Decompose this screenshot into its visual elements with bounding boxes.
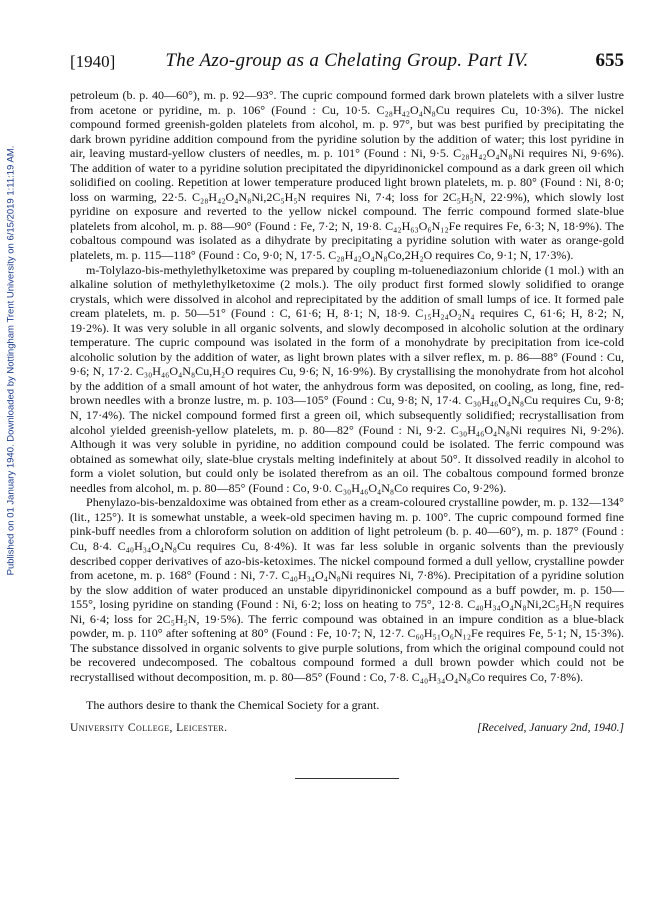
page-number: 655 <box>595 50 624 71</box>
download-watermark <box>0 80 22 640</box>
paragraph-phenylazo: Phenylazo-bis-benzaldoxime was obtained from ether as a cream-coloured crystalline powder, m. p. 132—134° (lit., 125°). It is somewhat unstable, a week-old specimen having m. p. 100°. The cupric compound formed fine pink-buff needles from a chloroform solution on addition of light petroleum (b. p. 40—60°), m. p. 187° (Found : Cu, 8·4. C₄₀H₃₄O₄N₈Cu requires Cu, 8·4%). It was far less soluble in organic solvents than the previously described copper derivatives of azo-bis-ketoximes. The nickel compound formed a dull yellow, crystalline powder from acetone, m. p. 168° (Found : Ni, 7·7. C₄₀H₃₄O₄N₈Ni requires Ni, 7·8%). Precipitation of a pyridine solution by the slow addition of water produced an unstable dipyridinonickel compound as a buff powder, m. p. 150—155°, losing pyridine on standing (Found : Ni, 6·2; loss on heating to 75°, 12·8. C₄₀H₃₄O₄N₈Ni,2C₅H₅N requires Ni, 6·4; loss for 2C₅H₅N, 19·5%). The ferric compound was obtained in an impure condition as a blue-black powder, m. p. 110° after softening at 80° (Found : Fe, 10·7; N, 12·7. C₆₀H₅₁O₆N₁₂Fe requires Fe, 5·1; N, 15·3%). The substance dissolved in organic solvents to give purple solutions, from which the original compound could not be recovered undecomposed. The cobaltous compound formed a dull brown powder which could not be recrystallised without decomposition, m. p. 80—85° (Found : Co, 7·8. C₄₀H₃₄O₄N₈Co requires Co, 7·8%). <box>70 495 624 684</box>
article-body <box>70 88 624 684</box>
received-date: [Received, January 2nd, 1940.] <box>477 720 624 734</box>
end-rule <box>295 778 399 779</box>
institution: University College, Leicester. <box>70 720 228 734</box>
paragraph-tolylazo: m-Tolylazo-bis-methylethylketoxime was prepared by coupling m-toluenediazonium chloride (1 mol.) with an alkaline solution of methylethylketoxime (2 mols.). The oily product first formed slowly solidified to orange crystals, which were dissolved in alcohol and reprecipitated by the addition of small lumps of ice. It formed pale cream platelets, m. p. 50—51° (Found : C, 61·6; H, 8·1; N, 18·9. C₁₅H₂₄O₂N₄ requires C, 61·6; H, 8·2; N, 19·2%). It was very soluble in all organic solvents, and slowly decomposed in alcoholic solution at the ordinary temperature. The cupric compound was isolated in the form of a monohydrate by precipitation from ice-cold alcoholic solution by the addition of water, as light brown plates with a silver reflex, m. p. 86—88° (Found : Cu, 9·6; N, 17·2. C₃₀H₄₆O₄N₈Cu,H₂O requires Cu, 9·6; N, 16·9%). By crystallising the monohydrate from hot alcohol by the addition of a small amount of hot water, the anhydrous form was deposited, on cooling, as long, fine, red-brown needles with a bronze lustre, m. p. 103—105° (Found : Cu, 9·8; N, 17·4. C₃₀H₄₆O₄N₈Cu requires Cu, 9·8; N, 17·4%). The nickel compound formed first a green oil, which subsequently solidified; recrystallisation from alcohol yielded greenish-yellow platelets, m. p. 80—82° (Found : Ni, 9·2. C₃₀H₄₆O₄N₈Ni requires Ni, 9·2%). Although it was very soluble in pyridine, no addition compound could be isolated. The ferric compound was obtained as somewhat oily, slate-blue crystals melting indefinitely at about 50°. It dissolved readily in alcohol to form a violet solution, but could only be isolated therefrom as an oil. The cobaltous compound formed bronze needles from alcohol, m. p. 80—85° (Found : Co, 9·0. C₃₀H₄₆O₄N₈Co requires Co, 9·2%). <box>70 262 624 495</box>
acknowledgement: The authors desire to thank the Chemical Society for a grant. <box>86 698 380 713</box>
header-title: The Azo-group as a Chelating Group. Part IV. <box>165 50 529 71</box>
article-footer <box>70 721 624 734</box>
download-watermark-text: Published on 01 January 1940. Downloaded by Nottingham Trent University on 6/15/2019 1:11:19 AM. <box>5 145 17 575</box>
header-year: [1940] <box>70 52 116 71</box>
paragraph-continuation: petroleum (b. p. 40—60°), m. p. 92—93°. The cupric compound formed dark brown platelets with a silver lustre from acetone or pyridine, m. p. 106° (Found : Cu, 10·5. C₂₈H₄₂O₄N₈Cu requires Cu, 10·3%). The nickel compound formed greenish-golden platelets from alcohol, m. p. 97°, but was best purified by precipitating the dark brown pyridine addition compound from the pyridine solution by the addition of water; this lost pyridine in air, leaving mustard-yellow clusters of needles, m. p. 101° (Found : Ni, 9·5. C₂₈H₄₂O₄N₈Ni requires Ni, 9·6%). The addition of water to a pyridine solution precipitated the dipyridinonickel compound as a dark green oil which solidified on cooling. Repetition at lower temperature produced light brown platelets, m. p. 80° (Found : Ni, 8·0; loss on warming, 22·5. C₂₈H₄₂O₄N₈Ni,2C₅H₅N requires Ni, 7·4; loss for 2C₅H₅N, 22·9%), which slowly lost pyridine on exposure and reverted to the yellow nickel compound. The ferric compound formed slate-blue platelets from alcohol, m. p. 88—90° (Found : Fe, 7·2; N, 19·8. C₄₂H₆₃O₆N₁₂Fe requires Fe, 6·3; N, 18·9%). The cobaltous compound was isolated as a dihydrate by precipitating a pyridine solution with water as orange-gold platelets, m. p. 115—118° (Found : Co, 9·0; N, 17·5. C₂₈H₄₂O₄N₈Co,2H₂O requires Co, 9·1; N, 17·3%). <box>70 88 624 263</box>
running-header <box>70 48 624 74</box>
journal-page <box>70 48 624 779</box>
